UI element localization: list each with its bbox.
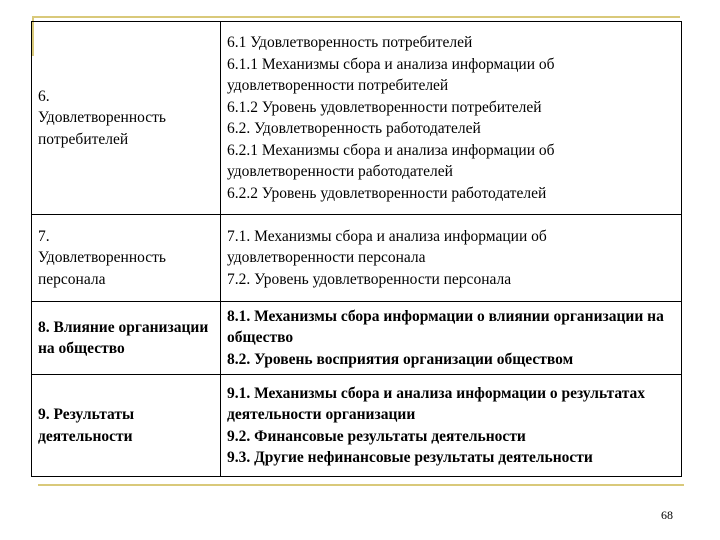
table-row xyxy=(32,302,682,375)
subcriteria-cell: 6.1 Удовлетворенность потребителей 6.1.1 Механизмы сбора и анализа информации об удовлетворенности потребителей 6.1.2 Уровень удовлетворенности потребителей 6.2. Удовлетворенность работодателей 6.2.1 Механизмы сбора и анализа информации об удовлетворенности работодателей 6.2.2 Уровень удовлетворенности работодателей xyxy=(221,22,682,215)
criteria-table xyxy=(31,21,682,477)
table-row xyxy=(32,22,682,215)
bottom-accent-rule xyxy=(38,484,684,486)
subcriteria-cell: 7.1. Механизмы сбора и анализа информации об удовлетворенности персонала 7.2. Уровень удовлетворенности персонала xyxy=(221,215,682,302)
criterion-cell: 6. Удовлетворенность потребителей xyxy=(32,22,221,215)
criterion-cell: 8. Влияние организации на общество xyxy=(32,302,221,375)
criterion-cell: 9. Результаты деятельности xyxy=(32,375,221,477)
top-accent-rule xyxy=(32,16,680,18)
page-number: 68 xyxy=(661,508,673,522)
criterion-cell: 7. Удовлетворенность персонала xyxy=(32,215,221,302)
subcriteria-cell: 8.1. Механизмы сбора информации о влиянии организации на общество 8.2. Уровень восприятия организации обществом xyxy=(221,302,682,375)
table-row xyxy=(32,215,682,302)
subcriteria-cell: 9.1. Механизмы сбора и анализа информации о результатах деятельности организации 9.2. Финансовые результаты деятельности 9.3. Другие нефинансовые результаты деятельности xyxy=(221,375,682,477)
table-row xyxy=(32,375,682,477)
